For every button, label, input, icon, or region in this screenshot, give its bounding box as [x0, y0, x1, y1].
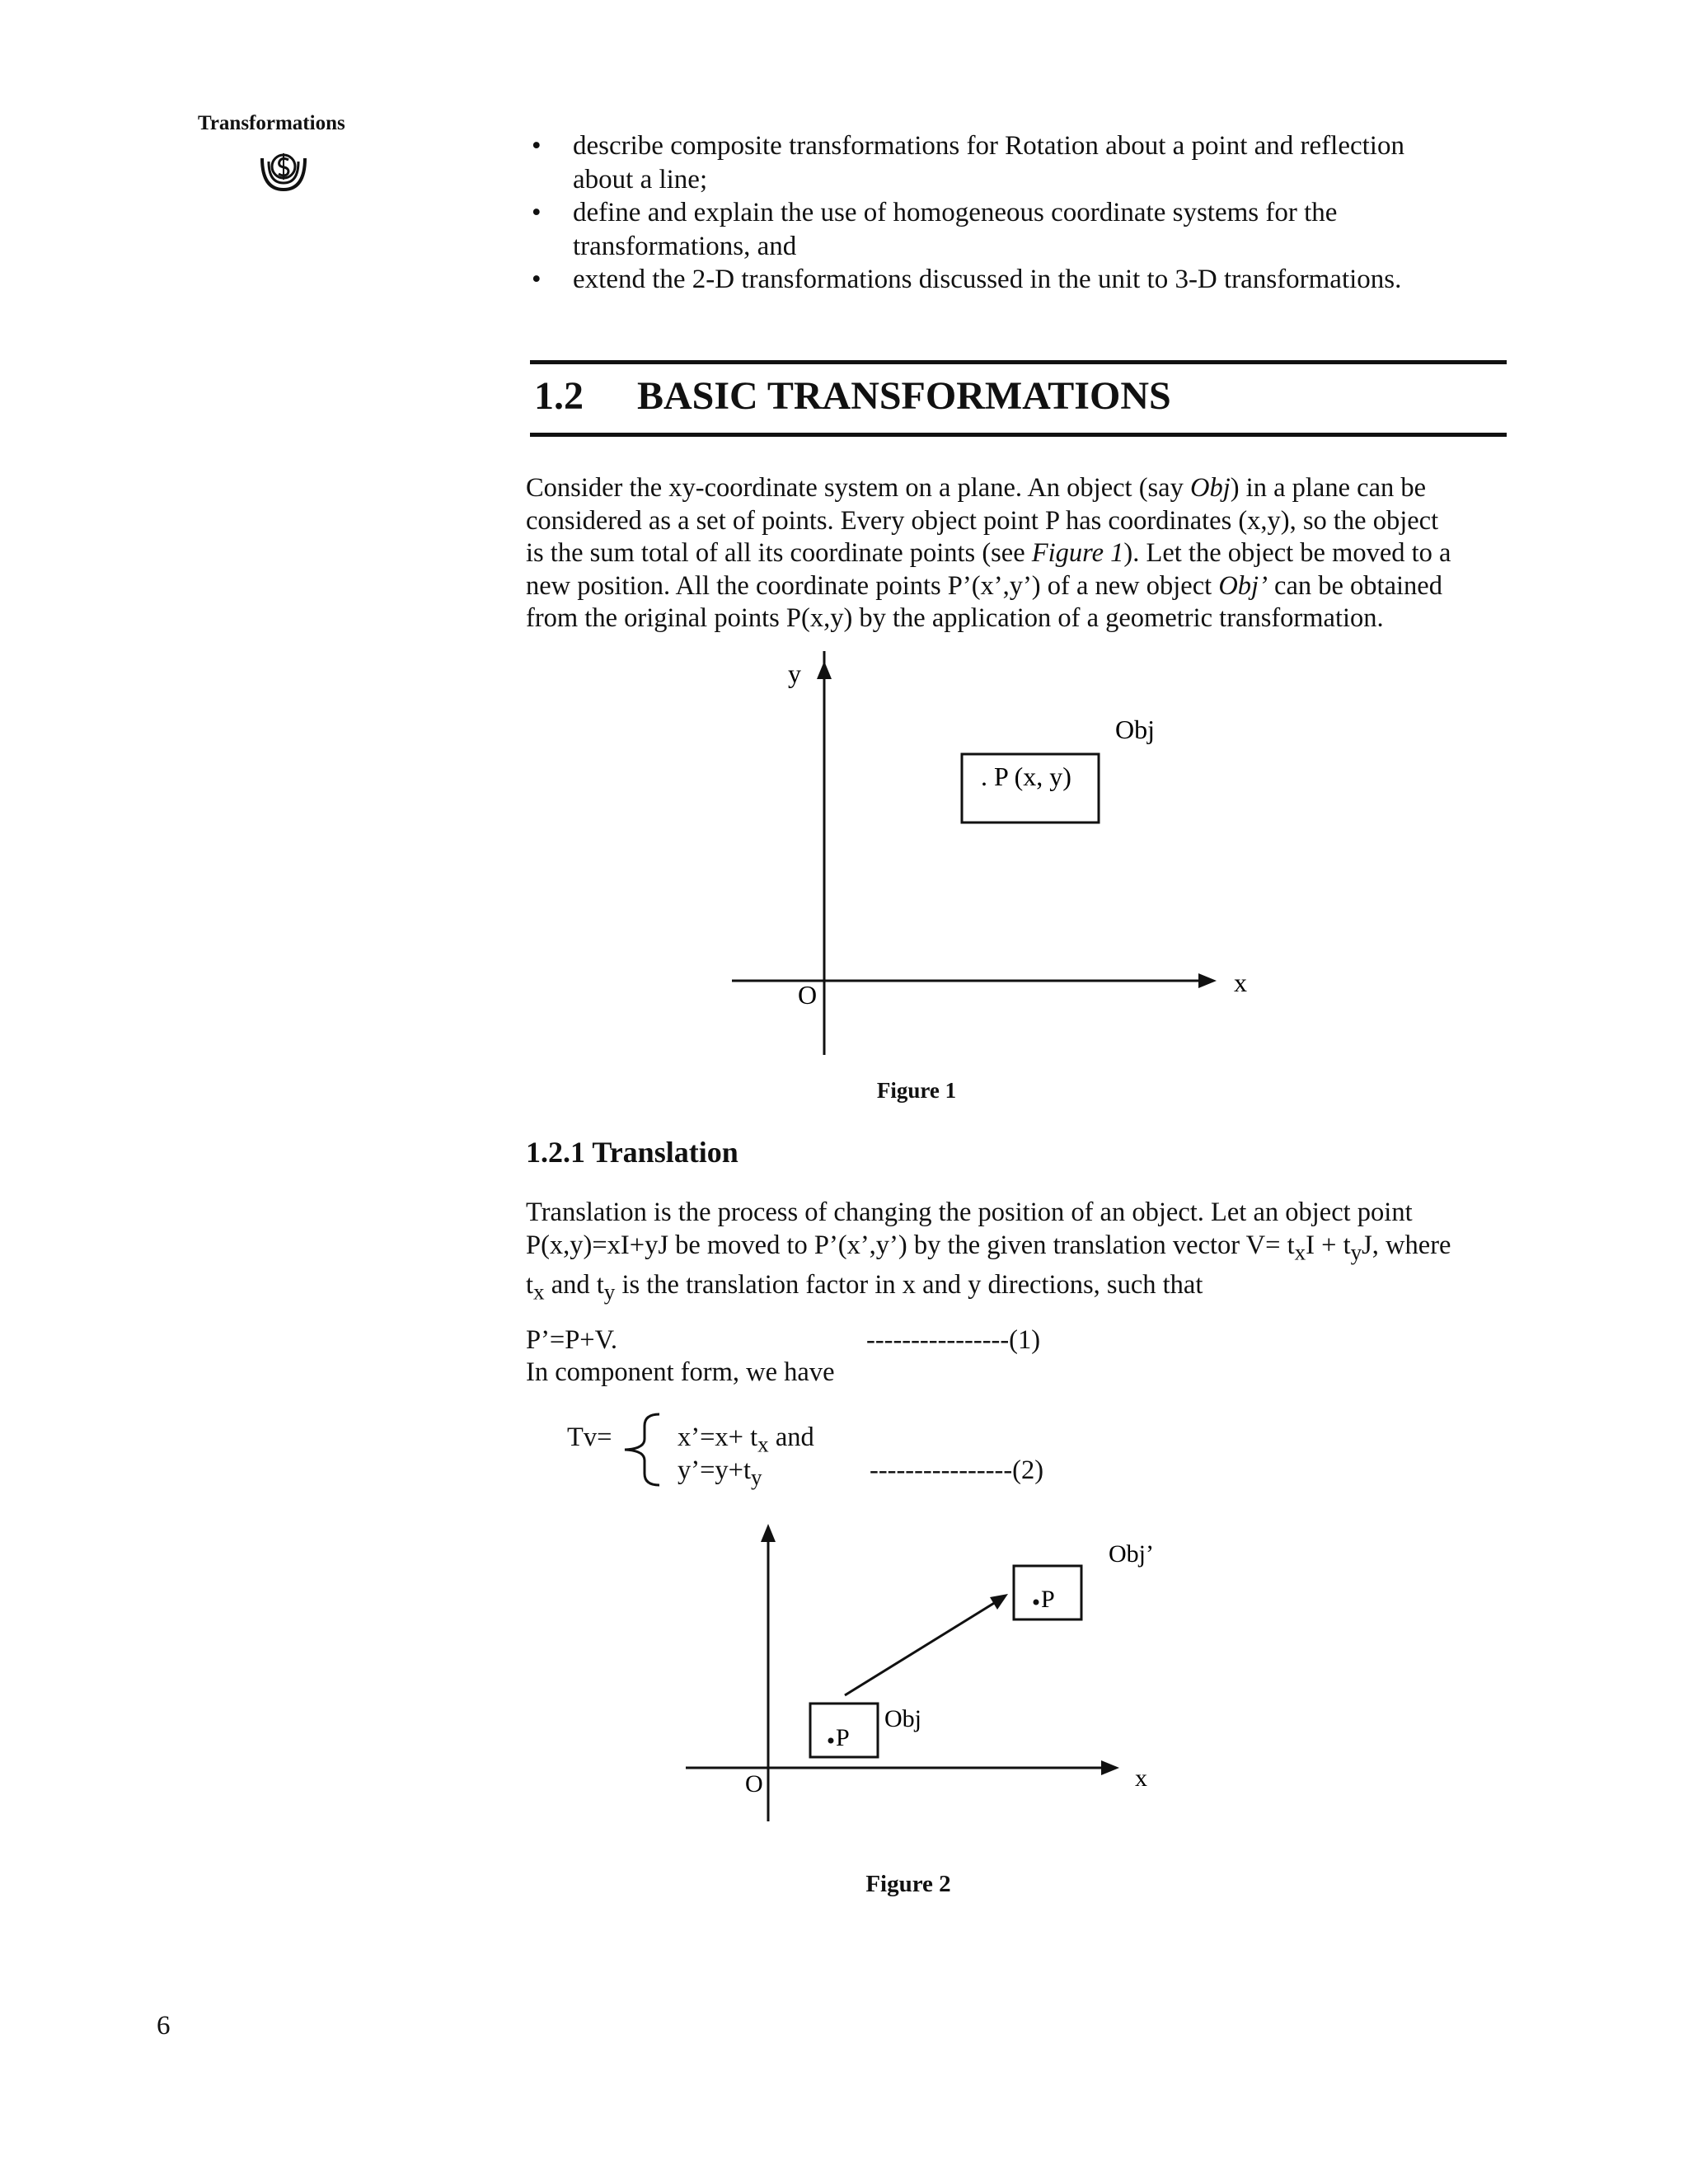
x-axis-label: x	[1234, 968, 1247, 997]
origin-label: O	[745, 1770, 763, 1797]
figure-1-caption: Figure 1	[876, 1078, 957, 1103]
point-dot	[828, 1738, 834, 1744]
objectives-list	[532, 129, 1521, 297]
left-brace-icon	[617, 1411, 666, 1489]
point-prime-label: P	[1041, 1586, 1055, 1613]
equation-1: P’=P+V.	[526, 1325, 618, 1355]
y-axis-arrow-icon	[817, 661, 832, 679]
component-form-text: In component form, we have	[526, 1357, 835, 1387]
y-axis-arrow-icon	[761, 1524, 776, 1542]
bullet-icon: •	[532, 131, 542, 161]
figure-2	[676, 1512, 1203, 1842]
translation-paragraph: Translation is the process of changing the position of an object. Let an object point P(x,y)=xI+yJ be moved to P’(x’,y’) by the given translation vector $V= t_xI + t_yJ$, where $t_x$ and $t_y$ is the translation factor in x and y directions, such that	[526, 1197, 1451, 1304]
x-axis-arrow-icon	[1198, 973, 1217, 988]
origin-label: O	[798, 980, 818, 1010]
heading-bottom-rule	[530, 433, 1507, 437]
intro-paragraph: Consider the xy-coordinate system on a plane. An object (say Obj) in a plane can be considered as a set of points. Every object point P has coordinates (x,y), so the object is the sum total of all its coordinate points (see Figure 1). Let the object be moved to a new position. All the coordinate points P’(x’,y’) of a new object Obj’ can be obtained from the original points P(x,y) by the application of a geometric transformation.	[526, 473, 1451, 633]
equation-2a: x’=x+ $t_x$ and	[678, 1422, 814, 1457]
list-item: • describe composite transformations for Rotation about a point and reflection about a line;	[532, 131, 1404, 194]
figure-2-caption: Figure 2	[865, 1871, 951, 1897]
point-prime-dot	[1034, 1600, 1039, 1605]
equation-2b: $y’=y+t_y$	[678, 1455, 762, 1490]
list-item: • extend the 2-D transformations discussed in the unit to 3-D transformations.	[532, 263, 1521, 297]
section-number: 1.2	[534, 374, 584, 418]
equation-2-tag: ----------------(2)	[870, 1455, 1044, 1485]
point-label: P	[836, 1724, 850, 1751]
tv-label: Tv=	[567, 1422, 612, 1452]
x-axis-arrow-icon	[1101, 1760, 1119, 1775]
list-item: • define and explain the use of homogeneous coordinate systems for the transformations, and	[532, 198, 1338, 261]
x-axis-label: x	[1135, 1765, 1147, 1792]
bullet-icon: •	[532, 198, 542, 227]
translated-object-label: Obj’	[1109, 1540, 1154, 1568]
section-title: BASIC TRANSFORMATIONS	[637, 374, 1171, 418]
running-head: Transformations	[198, 112, 345, 134]
equation-1-tag: ----------------(1)	[866, 1325, 1041, 1355]
object-label: Obj	[1115, 715, 1155, 744]
university-emblem-icon	[257, 142, 310, 194]
y-axis-label: y	[788, 658, 801, 688]
translation-vector-arrow	[845, 1598, 1002, 1695]
subsection-heading: 1.2.1 Translation	[526, 1136, 738, 1169]
point-label: . P (x, y)	[981, 762, 1071, 791]
page-number: 6	[157, 2011, 171, 2041]
section-heading	[534, 373, 1171, 419]
figure-1	[725, 651, 1302, 1063]
vector-arrowhead-icon	[990, 1594, 1008, 1610]
heading-top-rule	[530, 360, 1507, 364]
object-label: Obj	[884, 1705, 921, 1732]
bullet-icon: •	[532, 265, 542, 294]
